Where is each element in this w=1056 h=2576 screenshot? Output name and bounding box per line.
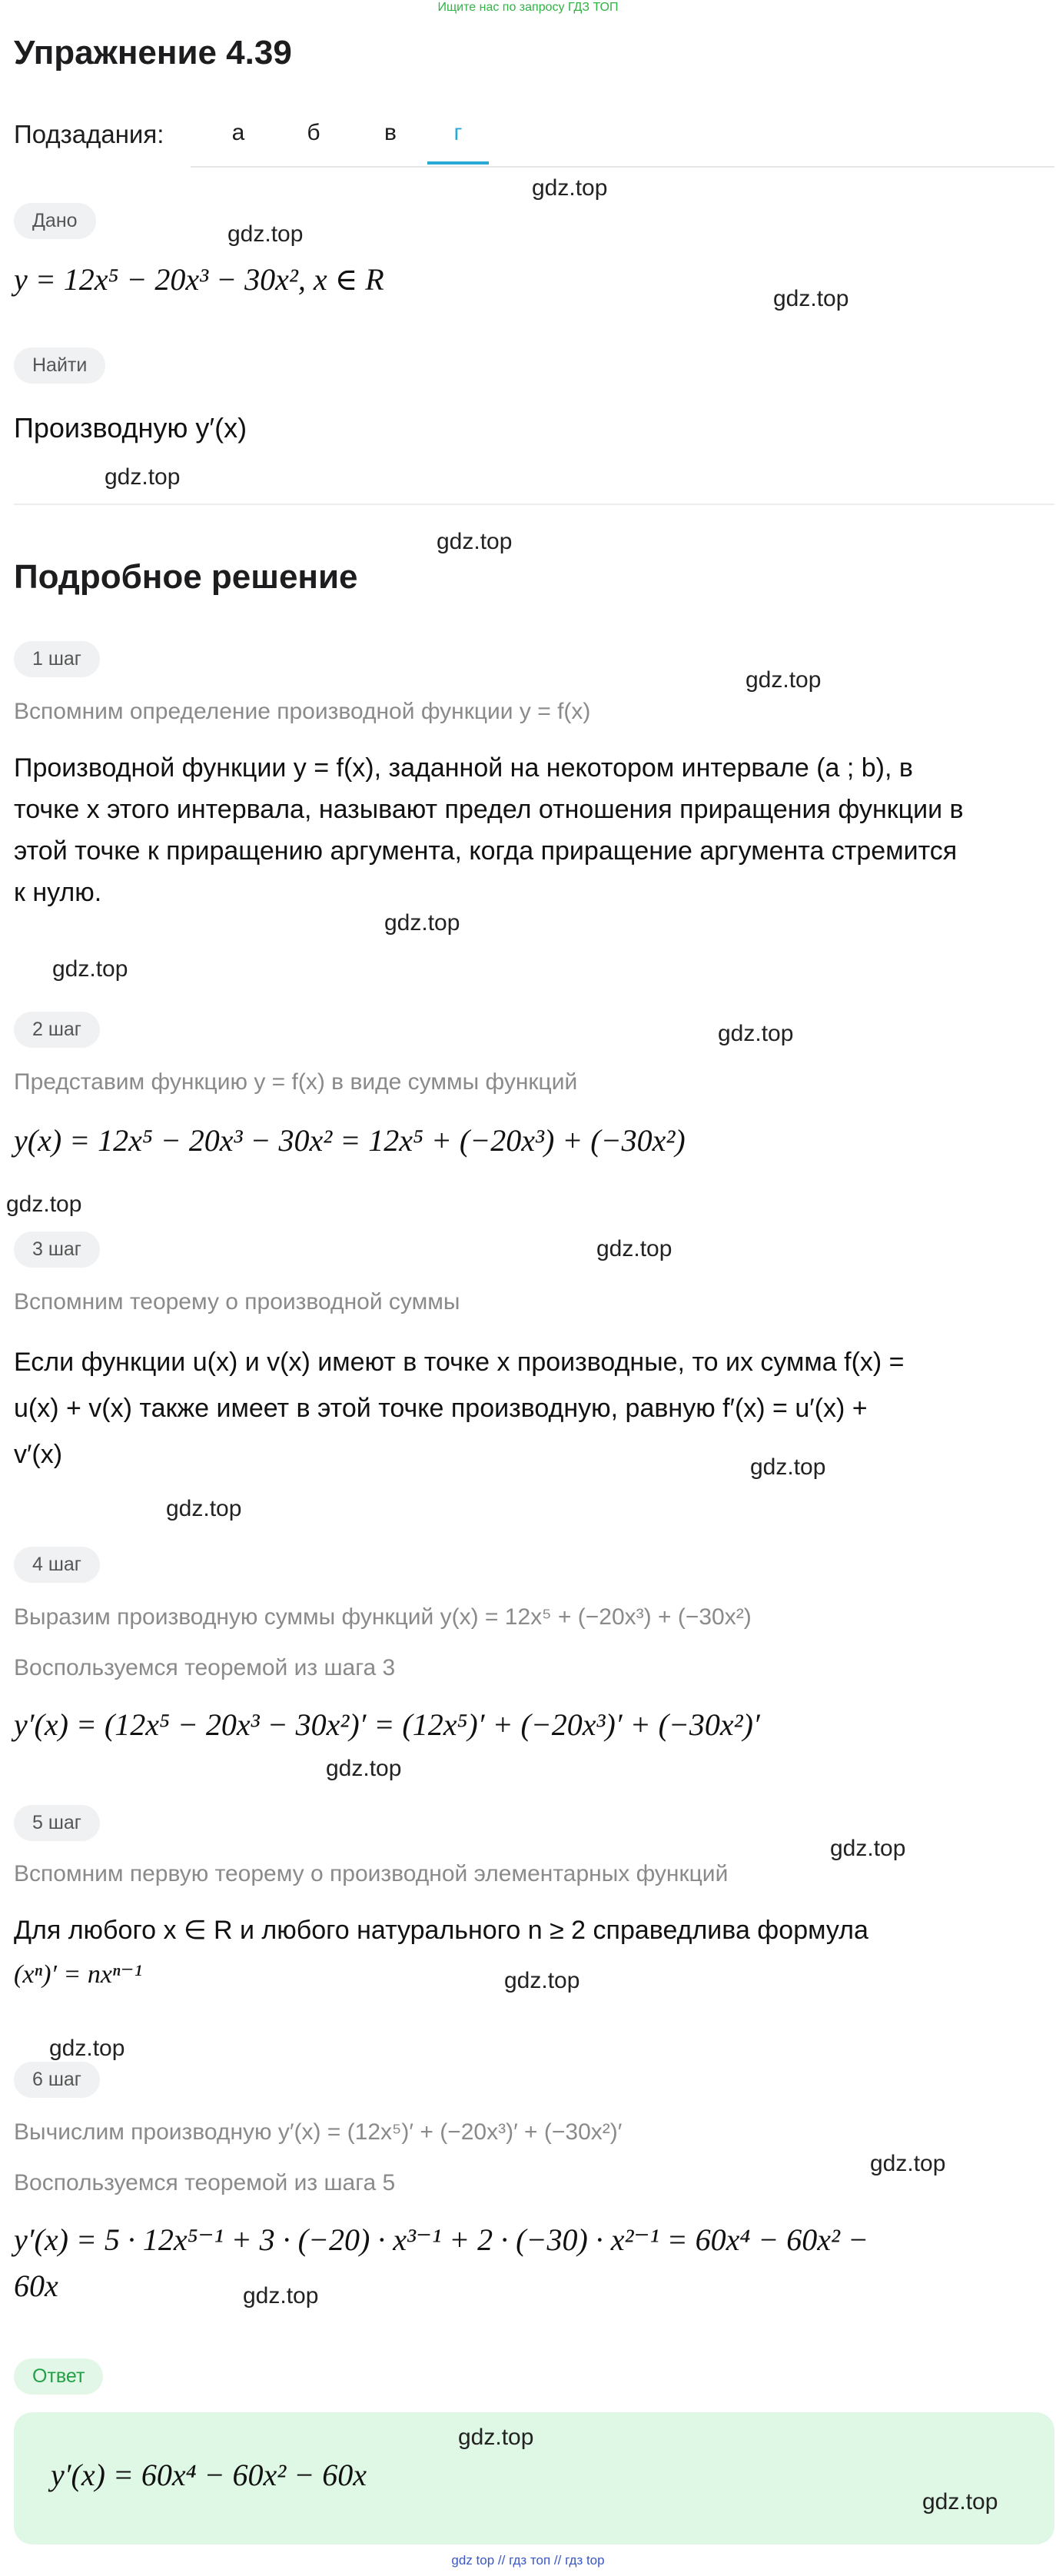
step-1-body [14, 747, 1054, 913]
text-line: этой точке к приращению аргумента, когда приращение аргумента стремится [14, 836, 958, 866]
watermark: gdz.top [830, 1836, 906, 1861]
step-2-formula: y(x) = 12x⁵ − 20x³ − 30x² = 12x⁵ + (−20x³) + (−30x²) [14, 1123, 686, 1158]
step-pill: 5 шаг [14, 1805, 100, 1841]
solution-title: Подробное решение [14, 558, 358, 596]
watermark: gdz.top [458, 2425, 534, 2450]
step-6-formula [14, 2217, 868, 2309]
text-line: к нулю. [14, 878, 102, 907]
step-4-heading-2: Воспользуемся теоремой из шага 3 [14, 1655, 396, 1680]
tab-g[interactable]: г [427, 114, 489, 165]
tab-b[interactable]: б [307, 120, 320, 145]
watermark: gdz.top [166, 1496, 242, 1521]
watermark: gdz.top [870, 2151, 946, 2176]
step-pill: 1 шаг [14, 641, 100, 677]
watermark: gdz.top [922, 2489, 998, 2515]
divider [14, 504, 1054, 505]
step-6-heading: Вычислим производную y′(x) = (12x⁵)′ + (−20x³)′ + (−30x²)′ [14, 2119, 623, 2145]
step-6-pill-wrap [14, 2062, 100, 2098]
page-title: Упражнение 4.39 [14, 34, 292, 71]
text-line: Для любого x ∈ R и любого натурального n ≥ 2 справедлива формула [14, 1916, 868, 1945]
step-pill: 6 шаг [14, 2062, 100, 2098]
step-1-heading: Вспомним определение производной функции y = f(x) [14, 699, 591, 724]
given-formula: y = 12x⁵ − 20x³ − 30x², x ∈ R [14, 262, 384, 297]
tab-a[interactable]: а [231, 120, 245, 145]
find-text: Производную y′(x) [14, 412, 247, 444]
watermark: gdz.top [437, 529, 513, 554]
watermark: gdz.top [105, 464, 181, 490]
step-3-body [14, 1339, 1054, 1477]
step-6-heading-2: Воспользуемся теоремой из шага 5 [14, 2170, 396, 2195]
watermark: gdz.top [750, 1454, 826, 1480]
formula-line: y′(x) = 5 · 12x⁵⁻¹ + 3 · (−20) · x³⁻¹ + 2 · (−30) · x²⁻¹ = 60x⁴ − 60x² − [14, 2222, 868, 2257]
step-2-heading: Представим функцию y = f(x) в виде суммы функций [14, 1069, 578, 1095]
answer-pill-wrap [14, 2358, 103, 2395]
step-3-heading: Вспомним теорему о производной суммы [14, 1289, 460, 1315]
step-pill: 2 шаг [14, 1012, 100, 1048]
answer-formula: y′(x) = 60x⁴ − 60x² − 60x [51, 2458, 367, 2492]
watermark: gdz.top [773, 286, 849, 311]
answer-pill: Ответ [14, 2358, 103, 2395]
step-5-heading: Вспомним первую теорему о производной элементарных функций [14, 1861, 729, 1886]
watermark: gdz.top [746, 667, 822, 693]
watermark: gdz.top [326, 1756, 402, 1781]
top-banner: Ищите нас по запросу ГДЗ ТОП [437, 1, 619, 14]
subtasks-tabs [191, 114, 1054, 168]
formula-line: 60x [14, 2269, 58, 2303]
given-pill: Дано [14, 203, 96, 239]
watermark: gdz.top [243, 2283, 319, 2308]
text-line: Если функции u(x) и v(x) имеют в точке x производные, то их сумма f(x) = [14, 1348, 905, 1377]
watermark: gdz.top [532, 175, 608, 201]
watermark: gdz.top [227, 221, 304, 247]
find-pill-wrap [14, 347, 105, 384]
watermark: gdz.top [718, 1021, 794, 1046]
step-pill: 4 шаг [14, 1547, 100, 1583]
text-line: u(x) + v(x) также имеет в этой точке производную, равную f′(x) = u′(x) + [14, 1394, 868, 1423]
given-pill-wrap [14, 203, 96, 239]
text-line: v′(x) [14, 1440, 63, 1469]
find-pill: Найти [14, 347, 105, 384]
step-3-pill-wrap [14, 1231, 100, 1268]
watermark: gdz.top [504, 1968, 580, 1993]
step-2-pill-wrap [14, 1012, 100, 1048]
watermark: gdz.top [6, 1192, 82, 1217]
step-4-heading: Выразим производную суммы функций y(x) = 12x⁵ + (−20x³) + (−30x²) [14, 1604, 752, 1630]
step-4-formula: y′(x) = (12x⁵ − 20x³ − 30x²)′ = (12x⁵)′ + (−20x³)′ + (−30x²)′ [14, 1707, 760, 1742]
watermark: gdz.top [49, 2036, 125, 2061]
footer-links[interactable]: gdz top // гдз топ // гдз top [451, 2553, 605, 2568]
text-line: точке x этого интервала, называют предел отношения приращения функции в [14, 795, 964, 824]
text-line: (xⁿ)′ = nxⁿ⁻¹ [14, 1960, 142, 1989]
text-line: Производной функции y = f(x), заданной на некотором интервале (a ; b), в [14, 753, 913, 783]
step-1-pill-wrap [14, 641, 100, 677]
watermark: gdz.top [384, 910, 460, 936]
step-5-pill-wrap [14, 1805, 100, 1841]
watermark: gdz.top [52, 956, 128, 982]
watermark: gdz.top [596, 1236, 672, 1261]
subtasks-label: Подзадания: [14, 120, 164, 148]
answer-box [14, 2412, 1054, 2544]
step-4-pill-wrap [14, 1547, 100, 1583]
step-pill: 3 шаг [14, 1231, 100, 1268]
tab-v[interactable]: в [384, 120, 397, 145]
